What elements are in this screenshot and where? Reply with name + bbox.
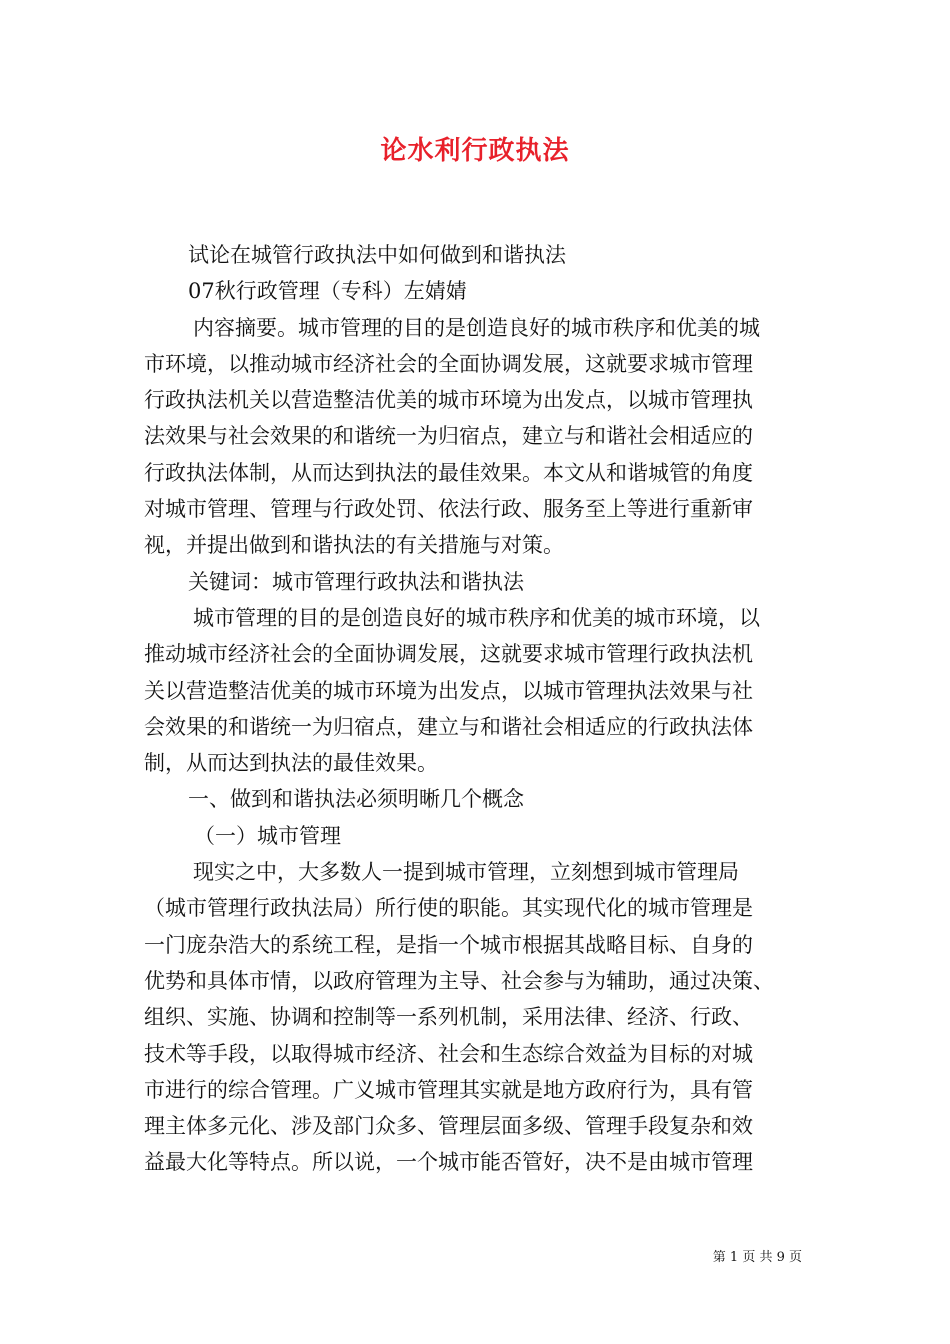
text-line: 城市管理的目的是创造良好的城市秩序和优美的城市环境，以 — [193, 605, 760, 630]
text-line: 益最大化等特点。所以说，一个城市能否管好，决不是由城市管理 — [144, 1150, 753, 1175]
text-line: 行政执法机关以营造整洁优美的城市环境为出发点，以城市管理执 — [144, 388, 753, 413]
text-line: 理主体多元化、涉及部门众多、管理层面多级、管理手段复杂和效 — [144, 1114, 753, 1139]
page-number: 第 1 页 共 9 页 — [712, 1250, 802, 1265]
text-line: 优势和具体市情，以政府管理为主导、社会参与为辅助，通过决策、 — [144, 968, 774, 993]
text-line: 市环境，以推动城市经济社会的全面协调发展，这就要求城市管理 — [144, 351, 753, 376]
text-line: 一、做到和谐执法必须明晰几个概念 — [188, 787, 524, 812]
text-line: 视，并提出做到和谐执法的有关措施与对策。 — [144, 533, 564, 558]
text-line: 一门庞杂浩大的系统工程，是指一个城市根据其战略目标、自身的 — [144, 932, 753, 957]
text-line: 市进行的综合管理。广义城市管理其实就是地方政府行为，具有管 — [144, 1077, 753, 1102]
text-line: 07秋行政管理（专科）左婧婧 — [188, 279, 467, 304]
text-line: 试论在城管行政执法中如何做到和谐执法 — [188, 243, 566, 267]
text-line: 现实之中，大多数人一提到城市管理，立刻想到城市管理局 — [193, 860, 739, 885]
text-line: 组织、实施、协调和控制等一系列机制，采用法律、经济、行政、 — [144, 1005, 753, 1030]
text-line: 推动城市经济社会的全面协调发展，这就要求城市管理行政执法机 — [144, 642, 753, 667]
text-line: 会效果的和谐统一为归宿点，建立与和谐社会相适应的行政执法体 — [144, 714, 753, 739]
text-line: 制，从而达到执法的最佳效果。 — [144, 751, 438, 776]
text-line: 法效果与社会效果的和谐统一为归宿点，建立与和谐社会相适应的 — [144, 424, 753, 449]
text-line: （城市管理行政执法局）所行使的职能。其实现代化的城市管理是 — [144, 896, 753, 921]
text-line: 内容摘要。城市管理的目的是创造良好的城市秩序和优美的城 — [193, 315, 760, 340]
document-body — [144, 237, 806, 1181]
text-line: 对城市管理、管理与行政处罚、依法行政、服务至上等进行重新审 — [144, 497, 753, 522]
text-line: 行政执法体制，从而达到执法的最佳效果。本文从和谐城管的角度 — [144, 460, 753, 485]
text-line: 关以营造整洁优美的城市环境为出发点，以城市管理执法效果与社 — [144, 678, 753, 703]
text-line: 技术等手段，以取得城市经济、社会和生态综合效益为目标的对城 — [144, 1041, 753, 1066]
text-line: 关键词：城市管理行政执法和谐执法 — [188, 569, 524, 594]
document-title: 论水利行政执法 — [380, 136, 570, 166]
text-line: （一）城市管理 — [194, 823, 341, 848]
